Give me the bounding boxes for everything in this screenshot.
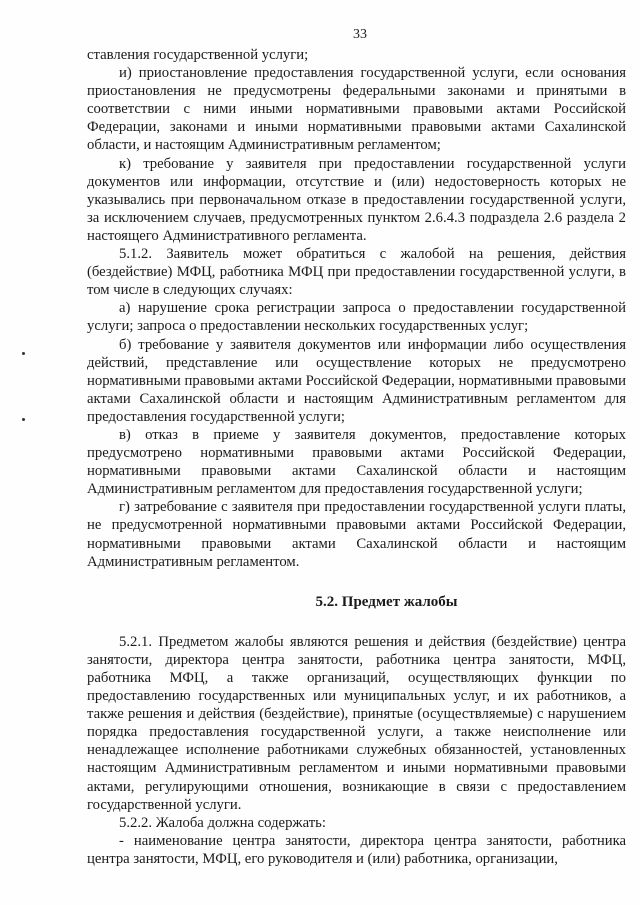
paragraph: к) требование у заявителя при предоставлении государственной услуги документов или информации, отсутствие и (или) недостоверность которых не указывались при первоначальном отказе в предоставлении государственной услуги, за исключением случаев, предусмотренных пунктом 2.6.4.3 подраздела 2.6 раздела 2 настоящего Административного регламента. — [87, 155, 626, 244]
paragraph: и) приостановление предоставления государственной услуги, если основания приостановления не предусмотрены федеральными законами и принятыми в соответствии с ними иными нормативными правовыми актами Российской Федерации, законами и иными нормативными правовыми актами Сахалинской области, и настоящим Административным регламентом; — [87, 65, 626, 154]
margin-mark — [22, 418, 25, 421]
paragraph: - наименование центра занятости, директора центра занятости, работника центра занятости, МФЦ, его руководителя и (или) работника, организации, — [87, 832, 626, 867]
section-heading: 5.2. Предмет жалобы — [315, 593, 458, 610]
paragraph: ставления государственной услуги; — [87, 47, 309, 63]
paragraph: б) требование у заявителя документов или информации либо осуществления действий, представление или осуществление которых не предусмотрено нормативными правовыми актами Российской Федерации, нормативными правовыми актами Сахалинской области и настоящим Административным регламентом для предоставления государственной услуги; — [87, 336, 626, 425]
paragraph: г) затребование с заявителя при предоставлении государственной услуги платы, не предусмотренной нормативными правовыми актами Российской Федерации, нормативными правовыми актами Сахалинской области и настоящим Административным регламентом. — [87, 499, 626, 570]
paragraph: 5.2.2. Жалоба должна содержать: — [119, 814, 326, 831]
document-body — [87, 46, 626, 868]
margin-mark — [22, 352, 25, 355]
paragraph: в) отказ в приеме у заявителя документов, предоставление которых предусмотрено нормативными правовыми актами Российской Федерации, нормативными правовыми актами Сахалинской области и настоящим Административным регламентом для предоставления государственной услуги; — [87, 426, 626, 498]
page-number: 33 — [353, 27, 367, 42]
paragraph: а) нарушение срока регистрации запроса о предоставлении государственной услуги; запроса о предоставлении нескольких государственных услуг; — [87, 300, 626, 335]
paragraph: 5.2.1. Предметом жалобы являются решения и действия (бездействие) центра занятости, директора центра занятости, работника центра занятости, МФЦ, работника МФЦ, а также организаций, осуществляющих функции по предоставлению государственных или муниципальных услуг, и их работников, а также решения и действия (бездействие), принятые (осуществляемые) с нарушением порядка предоставления государственной услуги, а также неисполнение или ненадлежащее исполнение работниками служебных обязанностей, установленных настоящим Административным регламентом и иными нормативными правовыми актами, регулирующими отношения, возникающие в связи с предоставлением государственной услуги. — [87, 633, 626, 813]
paragraph: 5.1.2. Заявитель может обратиться с жалобой на решения, действия (бездействие) МФЦ, работника МФЦ при предоставлении государственной услуги, в том числе в следующих случаях: — [87, 246, 626, 299]
